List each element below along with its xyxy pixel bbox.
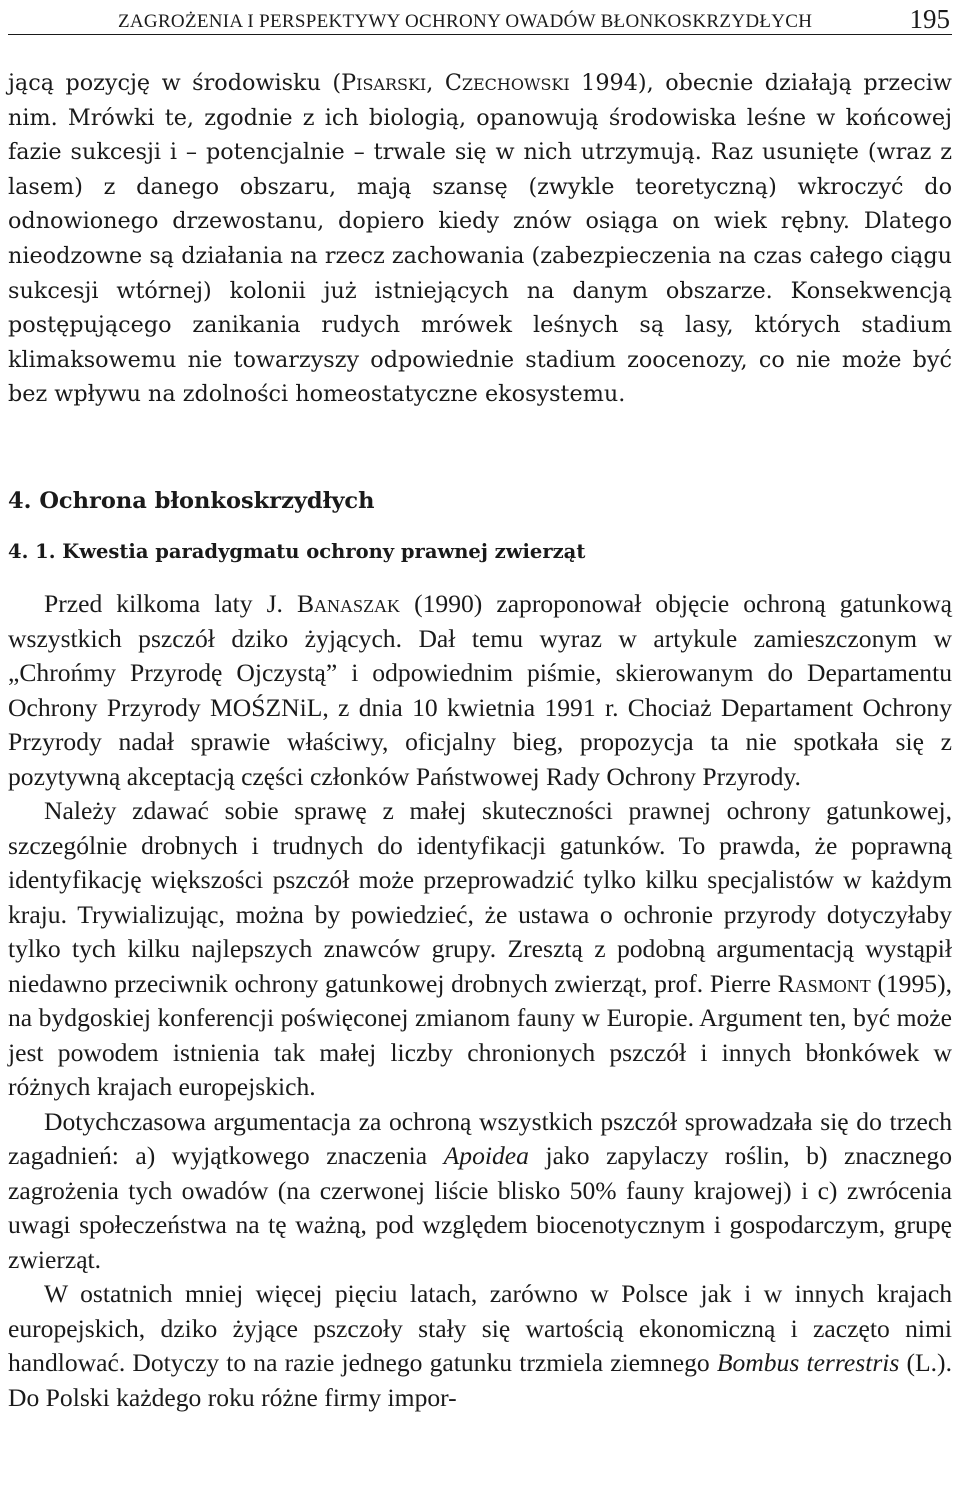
paragraph-4 <box>8 1277 952 1415</box>
text-run: jącą pozycję w środowisku ( <box>8 70 342 96</box>
author-czechowski: Czechowski <box>444 70 570 96</box>
text-run: (L.). Do Polski każdego roku różne firmy impor- <box>8 1348 952 1412</box>
section-heading: 4. Ochrona błonkoskrzydłych <box>8 488 375 514</box>
text-run: Należy zdawać sobie sprawę z małej skuteczności prawnej ochrony gatunkowej, szczególnie drobnych i trudnych do identyfikacji gatunków. To prawda, że poprawną identyfikację większości pszczół może przeprowadzić tylko kilku specjalistów w każdym kraju. Trywializując, można by powiedzieć, że ustawa o ochronie przyrody dotyczyłaby tylko tych kilku najlepszych znawców grupy. Zresztą z podobną argumentacją wystąpił niedawno przeciwnik ochrony gatunkowej drobnych zwierząt, prof. Pierre <box>8 796 952 998</box>
taxon-apoidea: Apoidea <box>443 1141 529 1170</box>
taxon-bombus-terrestris: Bombus terrestris <box>716 1348 900 1377</box>
paragraph-continued <box>8 66 952 412</box>
author-rasmont: Rasmont <box>777 968 871 998</box>
text-run: jako zapylaczy roślin, b) znacznego zagrożenia tych owadów (na czerwonej liście blisko 50% fauny krajowej) i c) zwrócenia uwagi społeczeństwa na tę ważną, pod względem biocenotycznym i gospodarczym, grupę zwierząt. <box>8 1141 952 1274</box>
body-text <box>8 587 952 1415</box>
running-head <box>8 4 952 35</box>
paragraph-3 <box>8 1105 952 1278</box>
text-run: 1994), obecnie działają przeciw nim. Mrówki te, zgodnie z ich biologią, opanowują środowiska leśne w końcowej fazie sukcesji i – potencjalnie – trwale się w nich utrzymują. Raz usunięte (wraz z lasem) z danego obszaru, mają szansę (zwykle teoretyczną) wkroczyć do odnowionego drzewostanu, dopiero kiedy znów osiąga on wiek rębny. Dlatego nieodzowne są działania na rzecz zachowania (zabezpieczenia na czas całego ciągu sukcesji wtórnej) kolonii już istniejących na danym obszarze. Konsekwencją postępującego zanikania rudych mrówek leśnych są lasy, których stadium klimaksowemu nie towarzyszy odpowiednie stadium zoocenozy, co nie może być bez wpływu na zdolności homeostatyczne ekosystemu. <box>8 70 952 408</box>
paragraph-1 <box>8 587 952 794</box>
continuation-paragraph <box>8 66 952 412</box>
text-run: Dotychczasowa argumentacja za ochroną wszystkich pszczół sprowadzała się do trzech zagadnień: a) wyjątkowego znaczenia <box>8 1106 952 1170</box>
text-run: , <box>426 70 445 96</box>
page-number: 195 <box>909 4 950 34</box>
running-title: ZAGROŻENIA I PERSPEKTYWY OCHRONY OWADÓW BŁONKOSKRZYDŁYCH <box>118 11 813 32</box>
text-run: W ostatnich mniej więcej pięciu latach, zarówno w Polsce jak i w innych krajach europejskich, dziko żyjące pszczoły stały się wartością ekonomiczną i zaczęto nimi handlować. Dotyczy to na razie jednego gatunku trzmiela ziemnego <box>8 1279 952 1377</box>
text-run: Przed kilkoma laty J. <box>44 589 297 618</box>
text-run: (1990) zaproponował objęcie ochroną gatunkową wszystkich pszczół dziko żyjących. Dał temu wyraz w artykule zamieszczonym w „Chrońmy Przyrodę Ojczystą” i odpowiednim piśmie, skierowanym do Departamentu Ochrony Przyrody MOŚZNiL, z dnia 10 kwietnia 1991 r. Chociaż Departament Ochrony Przyrody nadał sprawie właściwy, oficjalny bieg, propozycja ta nie spotkała się z pozytywną akceptacją części członków Państwowej Rady Ochrony Przyrody. <box>8 589 953 791</box>
author-pisarski: Pisarski <box>341 70 427 96</box>
subsection-heading: 4. 1. Kwestia paradygmatu ochrony prawnej zwierząt <box>8 540 586 563</box>
paragraph-2 <box>8 794 952 1105</box>
text-run: (1995), na bydgoskiej konferencji poświęconej zmianom fauny w Europie. Argument ten, być może jest powodem istnienia tak małej liczby chronionych pszczół i innych błonkówek w różnych krajach europejskich. <box>8 968 952 1101</box>
author-banaszak: Banaszak <box>296 589 401 618</box>
